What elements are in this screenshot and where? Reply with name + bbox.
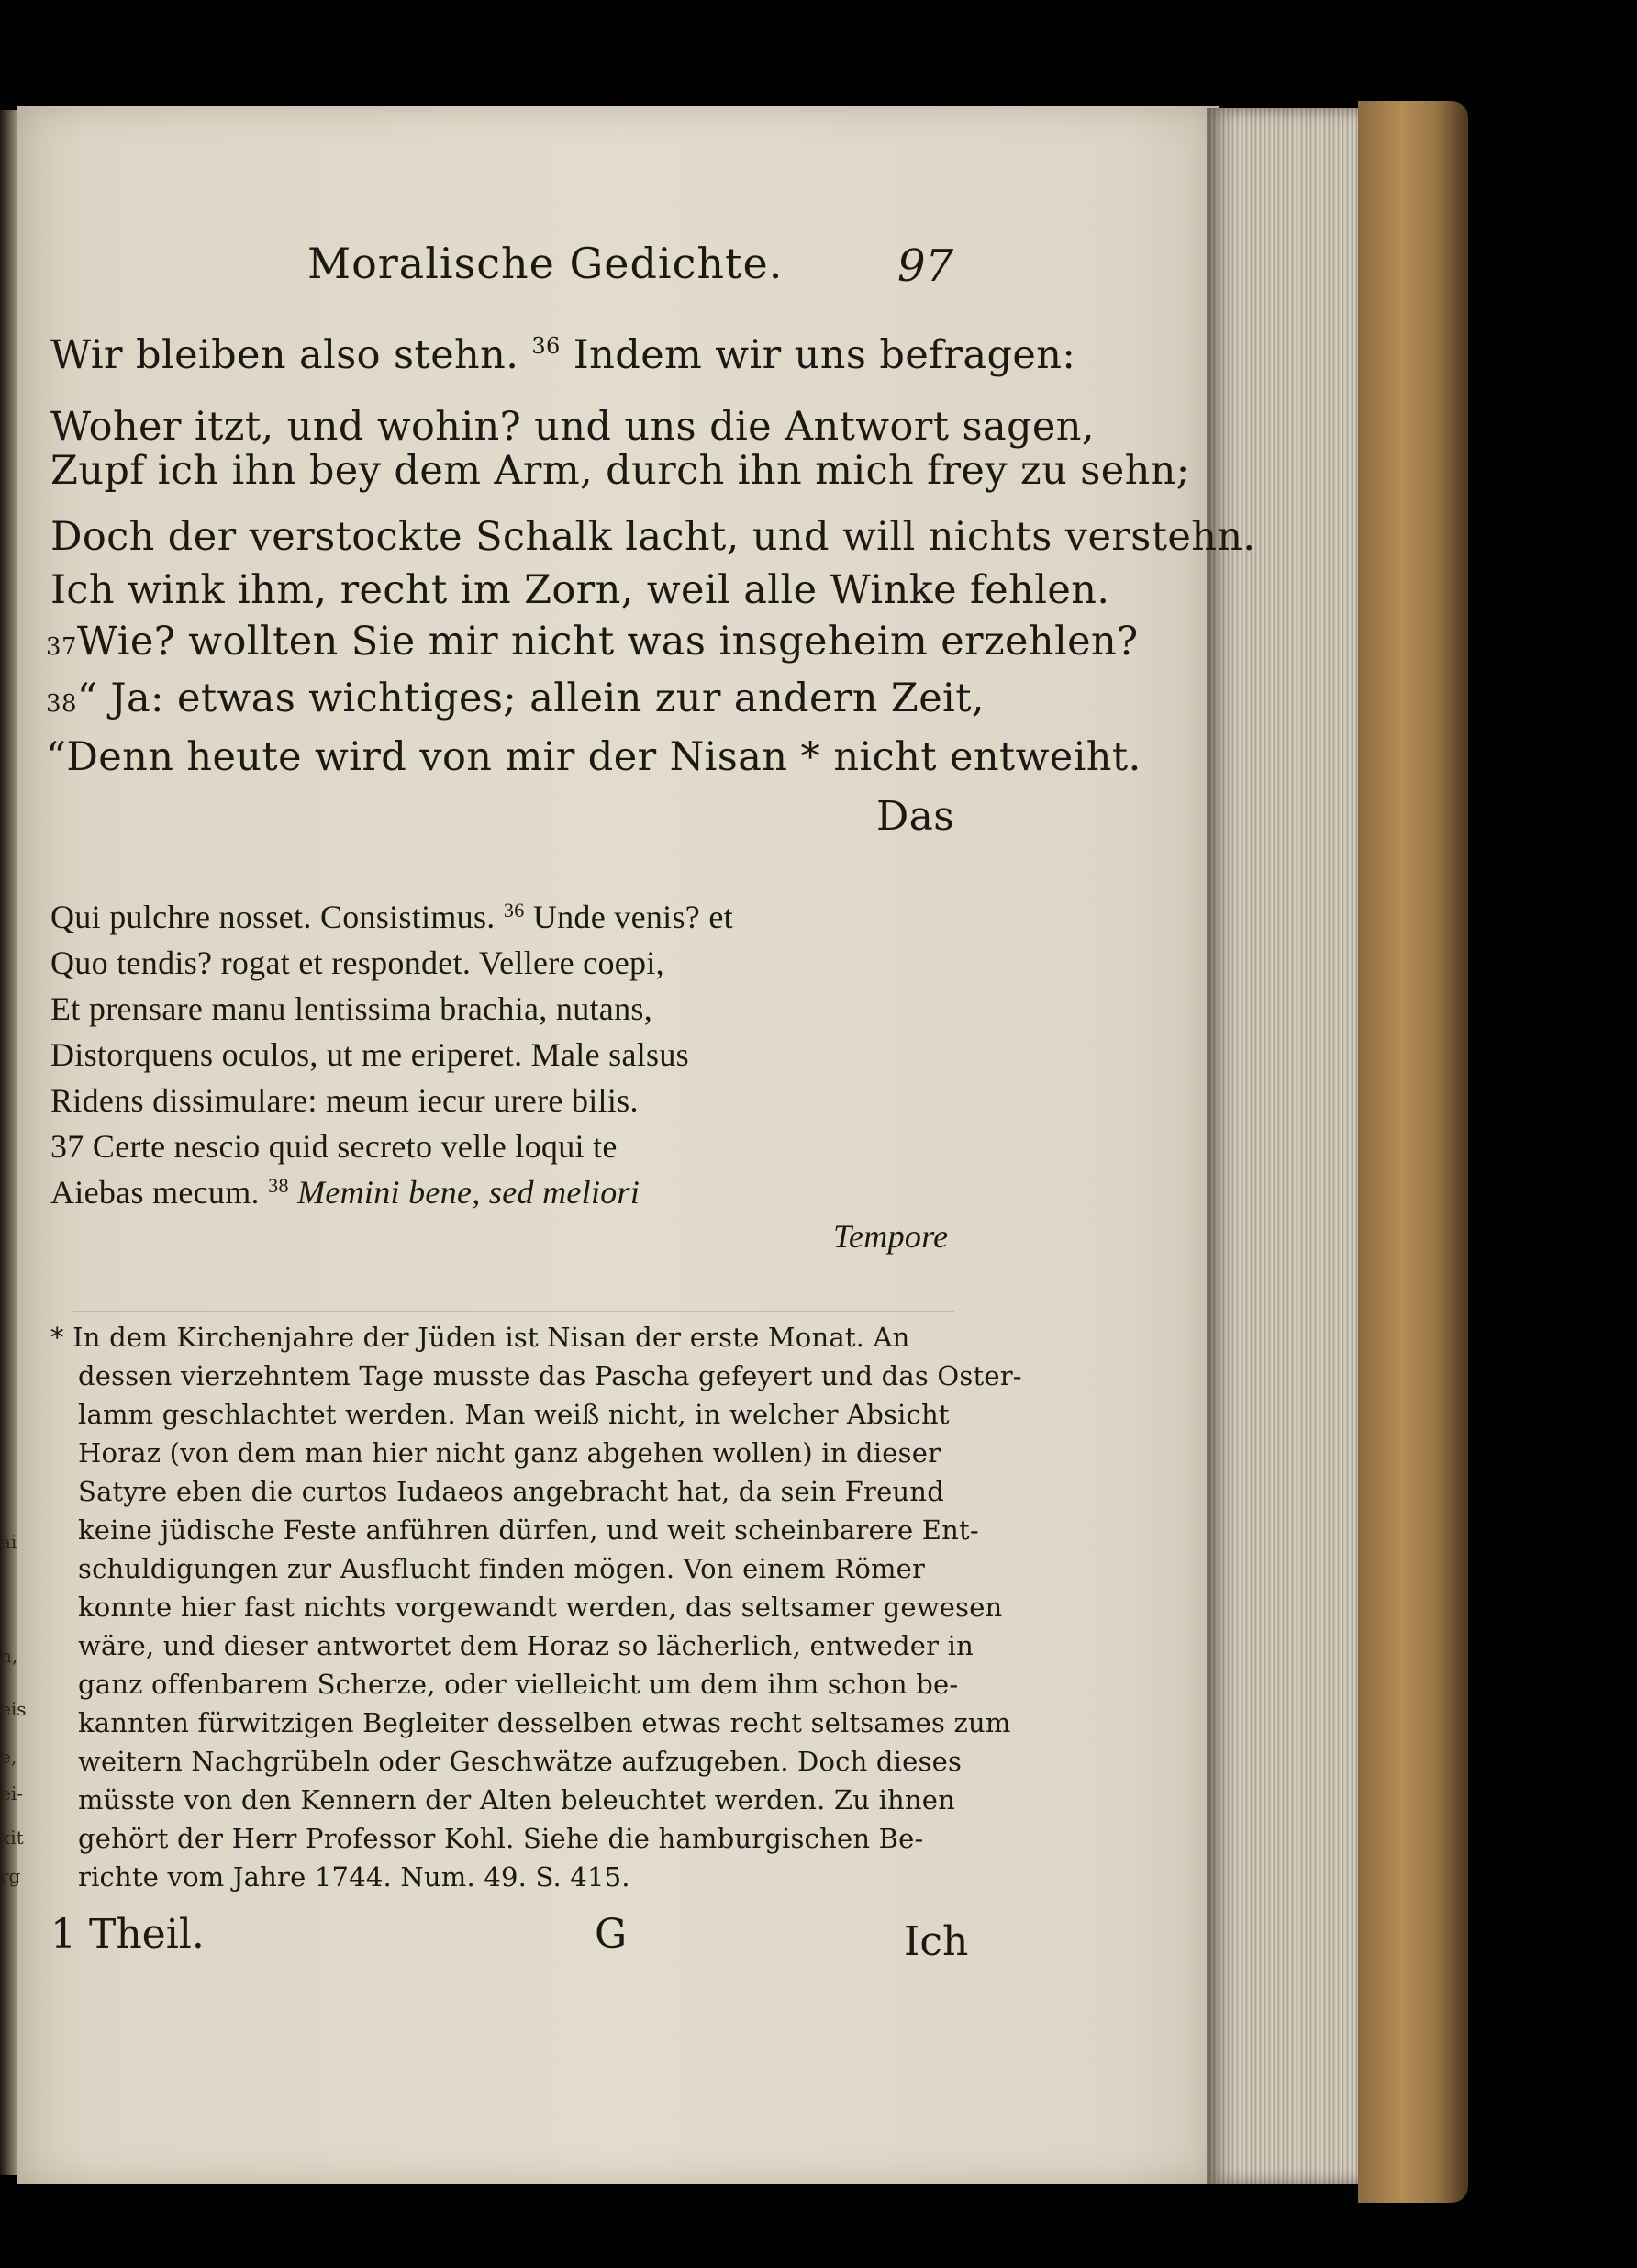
catchword-bottom: Ich bbox=[904, 1918, 969, 1965]
gutter-fragment: rg bbox=[0, 1865, 21, 1887]
latin-line: Aiebas mecum. $^{38}$ Memini bene, sed meliori bbox=[50, 1174, 640, 1211]
footnote-line: dessen vierzehntem Tage musste das Pascha gefeyert und das Oster‐ bbox=[78, 1360, 1022, 1391]
verse-line: “Denn heute wird von mir der Nisan * nicht entweiht. bbox=[46, 734, 1141, 780]
verse-line: Zupf ich ihn bey dem Arm, durch ihn mich frey zu sehn; bbox=[50, 448, 1190, 494]
gutter-fragment: xit bbox=[0, 1827, 24, 1849]
footnote-line: lamm geschlachtet werden. Man weiß nicht, in welcher Absicht bbox=[78, 1399, 950, 1430]
latin-line: Qui pulchre nosset. Consistimus. $^{36}$ Unde venis? et bbox=[50, 899, 733, 935]
latin-line: 37 Certe nescio quid secreto velle loqui te bbox=[50, 1128, 618, 1165]
footnote-line: kannten fürwitzigen Begleiter desselben etwas recht seltsames zum bbox=[78, 1707, 1011, 1738]
gutter-fragment: eis bbox=[0, 1698, 27, 1720]
verse-line: 38“ Ja: etwas wichtiges; allein zur andern Zeit, bbox=[46, 676, 985, 721]
footnote-line: ganz offenbarem Scherze, oder vielleicht um dem ihm schon be‐ bbox=[78, 1669, 959, 1700]
page-number: 97 bbox=[897, 240, 954, 292]
footnote-line: Satyre eben die curtos Iudaeos angebracht hat, da sein Freund bbox=[78, 1476, 944, 1507]
footnote-line: * In dem Kirchenjahre der Jüden ist Nisan der erste Monat. An bbox=[50, 1322, 910, 1353]
signature-left: 1 Theil. bbox=[50, 1911, 205, 1958]
footnote-line: Horaz (von dem man hier nicht ganz abgehen wollen) in dieser bbox=[78, 1437, 941, 1469]
gutter-fragment: e, bbox=[0, 1746, 17, 1768]
gutter-fragment: ei‐ bbox=[0, 1782, 23, 1804]
gutter-fragment: ai bbox=[0, 1531, 17, 1553]
latin-line: Ridens dissimulare: meum iecur urere bilis. bbox=[50, 1082, 639, 1119]
signature-mark: G bbox=[595, 1911, 628, 1958]
leather-cover-edge bbox=[1358, 101, 1468, 2203]
latin-line: Distorquens oculos, ut me eriperet. Male salsus bbox=[50, 1036, 689, 1073]
verse-line: Ich wink ihm, recht im Zorn, weil alle Winke fehlen. bbox=[50, 567, 1110, 613]
latin-line: Et prensare manu lentissima brachia, nutans, bbox=[50, 990, 652, 1027]
catchword-top: Das bbox=[876, 793, 955, 840]
verse-number: 38 bbox=[46, 690, 77, 718]
footnote-line: müsste von den Kennern der Alten beleuchtet werden. Zu ihnen bbox=[78, 1784, 956, 1816]
footnote-line: weitern Nachgrübeln oder Geschwätze aufzugeben. Doch dieses bbox=[78, 1746, 963, 1777]
latin-line: Quo tendis? rogat et respondet. Vellere coepi, bbox=[50, 944, 664, 981]
verse-line: 37Wie? wollten Sie mir nicht was insgeheim erzehlen? bbox=[46, 619, 1139, 665]
catchword-latin: Tempore bbox=[833, 1218, 949, 1255]
gutter-fragments bbox=[0, 0, 27, 2268]
verse-number: 37 bbox=[46, 633, 77, 661]
running-head: Moralische Gedichte. bbox=[307, 239, 784, 288]
page-block-edge bbox=[1207, 108, 1363, 2184]
footnote-line: gehört der Herr Professor Kohl. Siehe die hamburgischen Be‐ bbox=[78, 1823, 924, 1854]
footnote-line: richte vom Jahre 1744. Num. 49. S. 415. bbox=[78, 1861, 630, 1893]
footnote-line: konnte hier fast nichts vorgewandt werden, das seltsamer gewesen bbox=[78, 1592, 1003, 1623]
verse-line: Doch der verstockte Schalk lacht, und will nichts verstehn. bbox=[50, 514, 1256, 560]
footnote-rule bbox=[73, 1311, 954, 1312]
footnote-line: wäre, und dieser antwortet dem Horaz so lächerlich, entweder in bbox=[78, 1630, 974, 1661]
footnote-line: keine jüdische Feste anführen dürfen, und weit scheinbarere Ent‐ bbox=[78, 1514, 979, 1546]
verse-line: Wir bleiben also stehn. $^{36}$ Indem wir uns befragen: bbox=[50, 332, 1076, 378]
footnote-line: schuldigungen zur Ausflucht finden mögen. Von einem Römer bbox=[78, 1553, 926, 1584]
verse-line: Woher itzt, und wohin? und uns die Antwort sagen, bbox=[50, 404, 1095, 450]
gutter-fragment: n, bbox=[0, 1645, 18, 1667]
